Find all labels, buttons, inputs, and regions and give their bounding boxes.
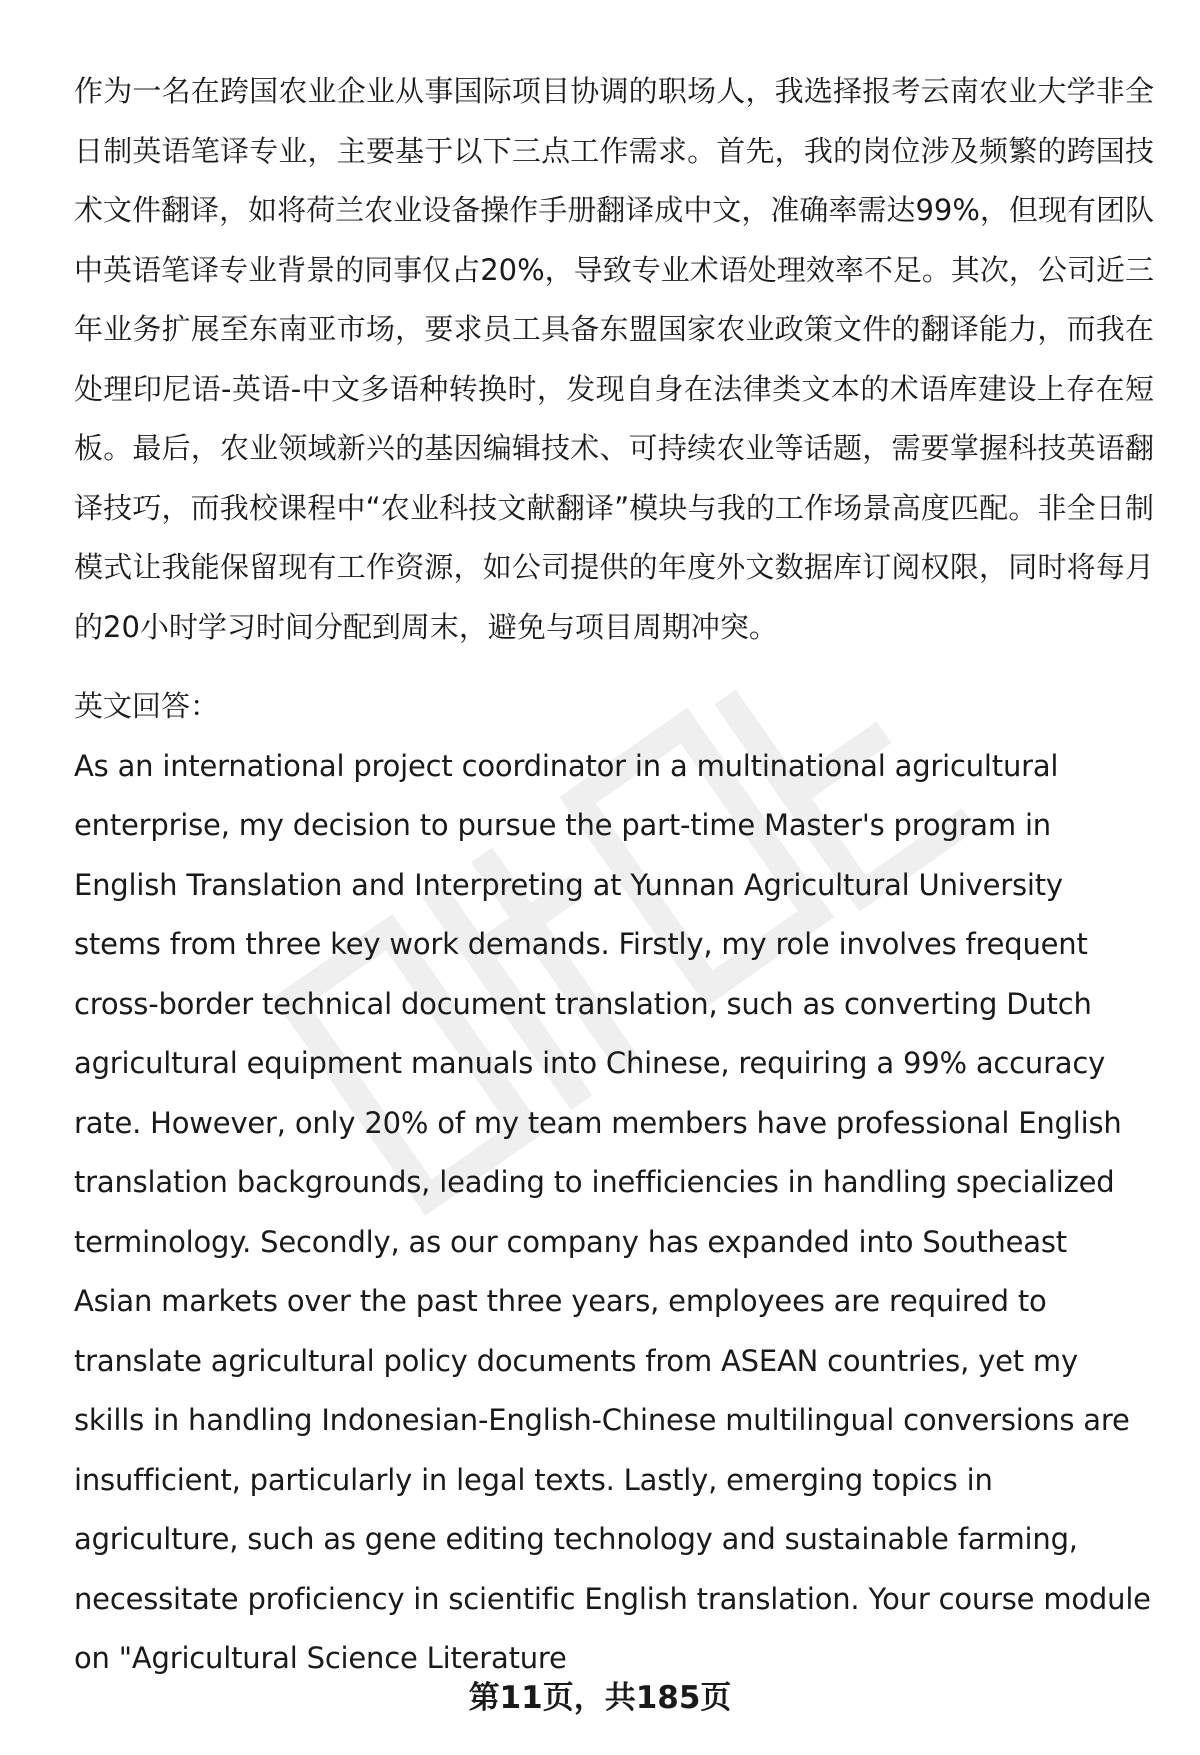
english-answer-paragraph: As an international project coordinator in a multinational agricultural enterprise, my decision to pursue the part-time Master's program in English Translation and Interpreting at Yunnan Agricultural University stems from three key work demands. Firstly, my role involves frequent cross-border technical document translation, such as converting Dutch agricultural equipment manuals into Chinese, requiring a 99% accuracy rate. However, only 20% of my team members have professional English translation backgrounds, leading to inefficiencies in handling specialized terminology. Secondly, as our company has expanded into Southeast Asian markets over the past three years, employees are required to translate agricultural policy documents from ASEAN countries, yet my skills in handling Indonesian-English-Chinese multilingual conversions are insufficient, particularly in legal texts. Lastly, emerging topics in agriculture, such as gene editing technology and sustainable farming, necessitate proficiency in scientific English translation. Your course module on "Agricultural Science Literature bbox=[74, 748, 1151, 1675]
english-answer-label: 英文回答： bbox=[74, 689, 220, 723]
page-number: 第11页，共185页 bbox=[468, 1680, 732, 1716]
chinese-answer-paragraph: 作为一名在跨国农业企业从事国际项目协调的职场人，我选择报考云南农业大学非全日制英语笔译专业，主要基于以下三点工作需求。首先，我的岗位涉及频繁的跨国技术文件翻译，如将荷兰农业设备操作手册翻译成中文，准确率需达99%，但现有团队中英语笔译专业背景的同事仅占20%，导致专业术语处理效率不足。其次，公司近三年业务扩展至东南亚市场，要求员工具备东盟国家农业政策文件的翻译能力，而我在处理印尼语-英语-中文多语种转换时，发现自身在法律类文本的术语库建设上存在短板。最后，农业领域新兴的基因编辑技术、可持续农业等话题，需要掌握科技英语翻译技巧，而我校课程中“农业科技文献翻译”模块与我的工作场景高度匹配。非全日制模式让我能保留现有工作资源，如公司提供的年度外文数据库订阅权限，同时将每月的20小时学习时间分配到周末，避免与项目周期冲突。 bbox=[74, 74, 1154, 644]
document-body bbox=[74, 62, 1154, 1689]
